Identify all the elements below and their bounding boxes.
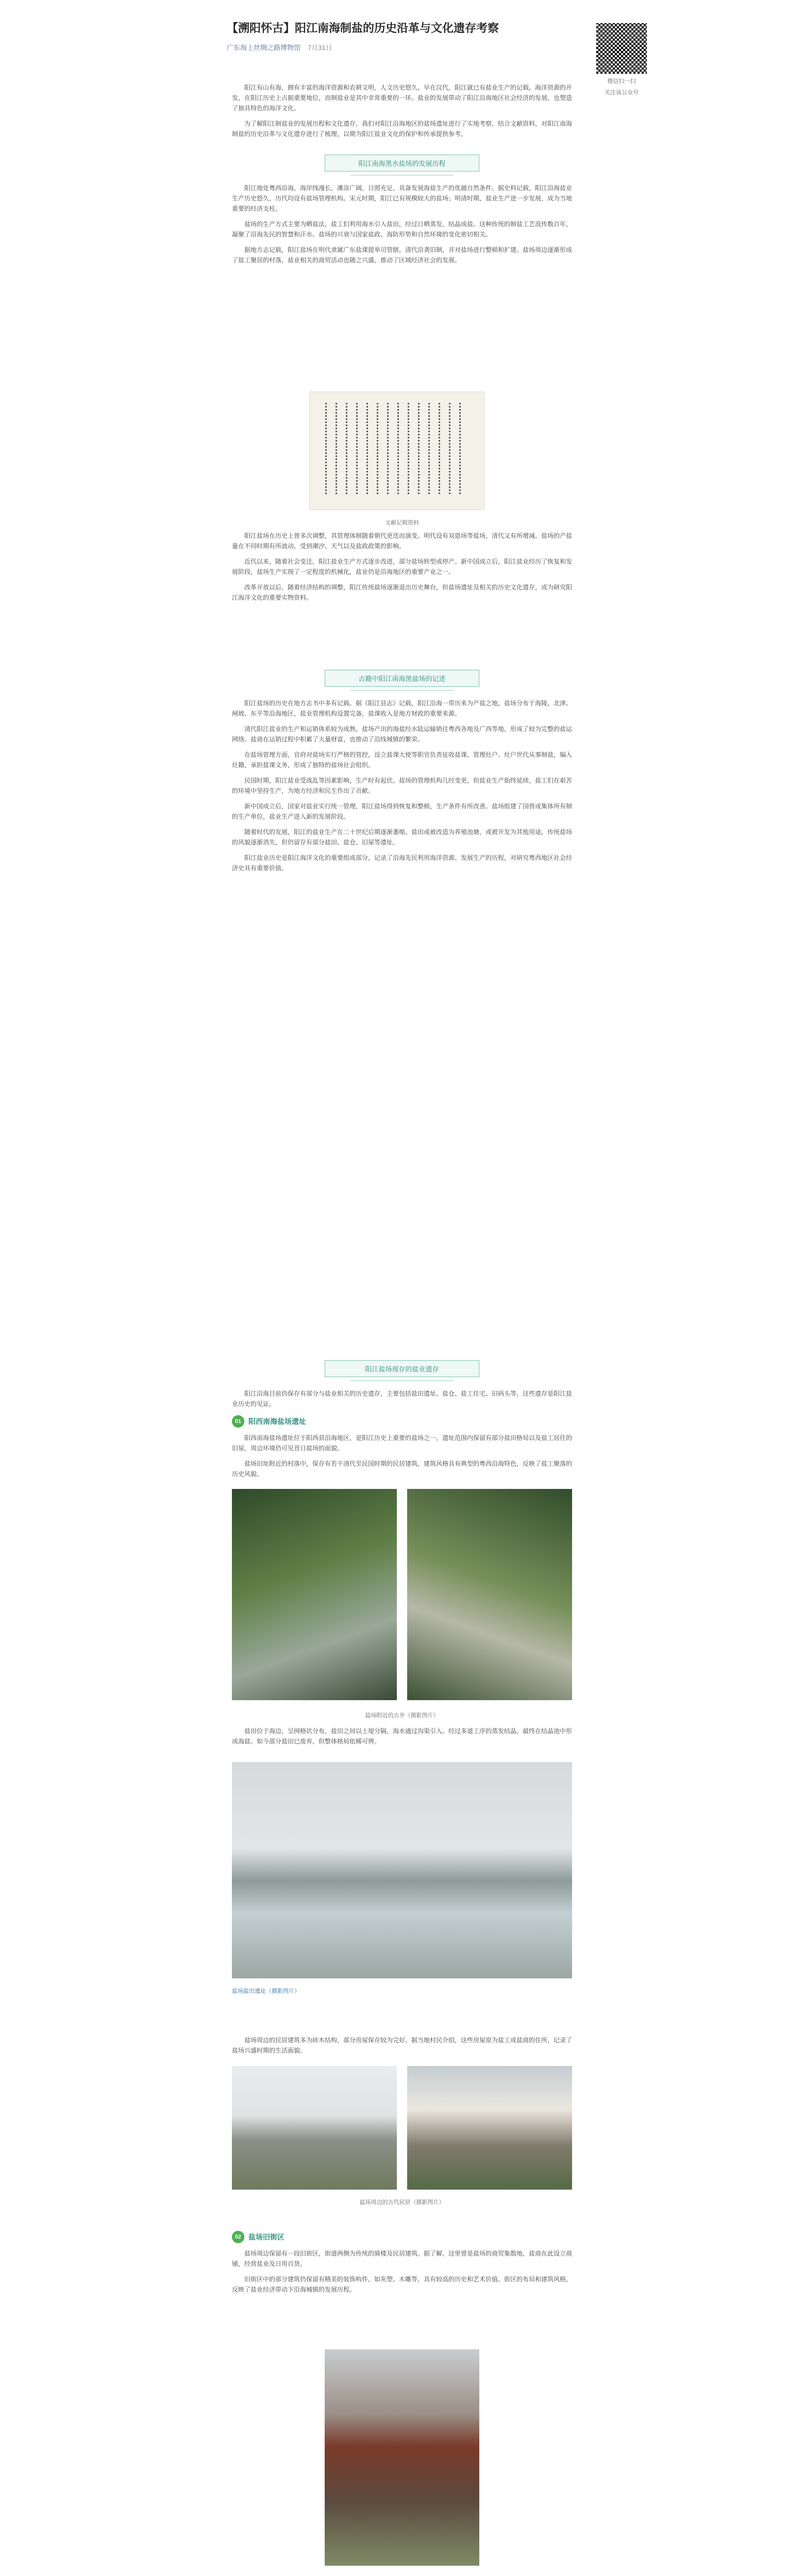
section-paragraph: 盐田位于海边，呈网格状分布，盐田之间以土堤分隔，海水通过沟渠引入。经过多道工序的蒸发结晶，最终在结晶池中形成海盐。如今部分盐田已废弃，但整体格局依稀可辨。 [232,1727,573,1745]
well-photo-left [232,1489,397,1700]
subsection-heading [232,1415,572,1428]
section-2 [232,670,572,878]
figure-caption: 文献记载资料 [385,520,419,526]
section-paragraph: 阳江盐业历史是阳江海洋文化的重要组成部分，记录了沿海先民利用海洋资源、发展生产的历程，对研究粤西地区社会经济史具有重要价值。 [232,854,573,872]
photo-caption: 盐场附近的古井（摄影图片） [365,1713,439,1719]
photo-caption-block [232,1708,572,1719]
account-name-link[interactable]: 广东海上丝绸之路博物馆 [227,44,301,52]
side-qr-panel [591,23,652,97]
subsection-title: 盐场旧街区 [248,2233,284,2241]
section-paragraph: 盐场的生产方式主要为晒盐法，盐工们利用海水引入盐田，经过日晒蒸发、结晶成盐。这种传统的制盐工艺流传数百年，凝聚了沿海先民的智慧和汗水。盐场的兴衰与国家盐政、海防形势和自然环境的变化密切相关。 [232,221,573,238]
gate-photo [325,2349,479,2566]
article-meta [227,42,577,52]
subsection-heading [232,2231,572,2243]
section-paragraph: 盐场旧址附近的村落中，保存有若干清代至民国时期的民居建筑，建筑风格具有典型的粤西沿海特色，反映了盐工聚落的历史风貌。 [232,1460,573,1478]
salt-field-photo [232,1762,572,1978]
section-paragraph: 据地方志记载，阳江盐场在明代隶属广东盐课提举司管辖，清代沿袭旧制，并对盐场进行整顿和扩建。盐场周边逐渐形成了盐工聚居的村落，盐业相关的商贸活动也随之兴盛，推动了区域经济社会的发展。 [232,246,573,264]
number-badge: 01 [232,1415,244,1428]
intro-block [232,82,572,144]
section-paragraph: 旧街区中的部分建筑仍保留有精美的装饰构件，如灰塑、木雕等，具有较高的历史和艺术价值。街区的布局和建筑风格，反映了盐业经济带动下沿海城镇的发展历程。 [232,2276,573,2293]
section-paragraph: 阳江盐场的历史在地方志书中多有记载。据《阳江县志》记载，阳江沿海一带历来为产盐之地，盐场分布于海陵、北津、闸坡、东平等沿海地区，盐业管理机构设置完备，盐课收入是地方财政的重要来源。 [232,700,573,717]
subsection-2 [232,2231,572,2300]
building-photo-right [407,2066,572,2190]
section-paragraph: 清代阳江盐业的生产和运销体系较为成熟，盐场产出的海盐经水陆运输销往粤西各地及广西等地，形成了较为完整的盐运网络。盐商在运销过程中积累了大量财富，也推动了沿线城镇的繁荣。 [232,725,573,743]
section-title: 阳江盐场现存的盐业遗存 [325,1360,479,1377]
section-paragraph: 民国时期，阳江盐业受战乱等因素影响，生产时有起伏。盐场的管理机构几经变更，但盐业生产始终延续，盐工们在艰苦的环境中坚持生产，为地方经济和民生作出了贡献。 [232,777,573,794]
after-salt-block [232,2035,572,2061]
section-paragraph: 阳江盐场在历史上曾多次调整，其管理体制随着朝代更迭而演变。明代设有双恩场等盐场，清代又有所增减。盐场的产盐量在不同时期有所波动，受到潮汐、天气以及盐政政策的影响。 [232,532,573,550]
publish-date: 7月31日 [308,44,332,52]
salt-caption-block [232,1984,572,1995]
qr-caption-1: 微信扫一扫 [607,78,636,84]
intro-paragraph: 为了解阳江制盐业的发展历程和文化遗存，我们对阳江沿海地区的盐场遗址进行了实地考察，结合文献资料，对阳江南海制盐的历史沿革与文化遗存进行了梳理，以期为阳江盐业文化的保护和传承提供参考。 [232,120,573,138]
article-header [227,21,577,52]
document-image [309,392,484,510]
section-paragraph: 盐场周边保留有一段旧街区，街道两侧为传统的骑楼及民居建筑。据了解，这里曾是盐场的商贸集散地，盐商在此设立商铺，经营盐业及日用百货。 [232,2250,573,2267]
figure-caption-block [232,515,572,527]
article-title: 【溯阳怀古】阳江南海制盐的历史沿革与文化遗存考察 [227,22,499,35]
section-paragraph: 改革开放以后，随着经济结构的调整，阳江传统盐场逐渐退出历史舞台，但盐场遗址及相关的历史文化遗存，成为研究阳江海洋文化的重要实物资料。 [232,584,573,601]
section-3 [232,1360,572,1484]
subsection-title: 阳西南海盐场遗址 [248,1417,306,1426]
section-paragraph: 阳西南海盐场遗址位于阳西县沿海地区，是阳江历史上重要的盐场之一。遗址范围内保留有部分盐田格局以及盐工居住的旧屋，周边环境仍可见昔日盐场的面貌。 [232,1434,573,1452]
section-paragraph: 阳江沿海目前仍保存有部分与盐业相关的历史遗存，主要包括盐田遗址、盐仓、盐工住宅、旧码头等，这些遗存是阳江盐业历史的见证。 [232,1390,573,1408]
section-1b [232,531,572,608]
intro-paragraph: 阳江有山有海，拥有丰富的海洋资源和农耕文明，人文历史悠久。早在汉代，阳江就已有盐业生产的记载。海洋资源的开发，在阳江历史上占据重要地位，而制盐业是其中非常重要的一环。盐业的发展带动了阳江沿海地区社会经济的发展，也塑造了独具特色的海洋文化。 [232,84,573,112]
building-caption-block [232,2195,572,2206]
section-paragraph: 盐场周边的民居建筑多为砖木结构，部分房屋保存较为完好。据当地村民介绍，这些房屋原为盐工或盐商的住所，记录了盐场兴盛时期的生活面貌。 [232,2037,573,2054]
building-photo-left [232,2066,397,2190]
number-badge: 02 [232,2231,244,2243]
qr-caption-2: 关注该公众号 [605,90,639,96]
section-title: 阳江南海黑水盐场的发展历程 [325,155,479,172]
section-paragraph: 新中国成立后，国家对盐业实行统一管理，阳江盐场得到恢复和整顿，生产条件有所改善。盐场组建了国营或集体所有制的生产单位，盐业生产进入新的发展阶段。 [232,803,573,820]
section-1 [232,155,572,270]
section-paragraph: 近代以来，随着社会变迁，阳江盐业生产方式逐步改进，部分盐场转型或停产。新中国成立后，阳江盐业经历了恢复和发展阶段，盐场生产实现了一定程度的机械化，盐业仍是沿海地区的重要产业之一。 [232,558,573,575]
section-paragraph: 阳江地处粤西沿海，海岸线漫长，滩涂广阔，日照充足，具备发展海盐生产的优越自然条件。据史料记载，阳江沿海盐业生产历史悠久，历代均设有盐场管理机构。宋元时期，阳江已有规模较大的盐场；明清时期，盐业生产进一步发展，成为当地重要的经济支柱。 [232,184,573,212]
section-paragraph: 随着时代的发展，阳江的盐业生产在二十世纪后期逐渐萎缩。盐田或被改造为养殖池塘，或被开发为其他用途，传统盐场的风貌逐渐消失，但仍留存有部分盐田、盐仓、旧屋等遗址。 [232,828,573,846]
well-photo-right [407,1489,572,1700]
section-paragraph: 在盐场管理方面，官府对盐场实行严格的管控，设立盐课大使等职官负责征收盐课、管理灶户。灶户世代从事制盐，编入灶籍，承担盐课义务，形成了独特的盐场社会组织。 [232,751,573,769]
after-photo-block [232,1726,572,1752]
salt-caption: 盐场盐田遗址（摄影图片） [232,1988,300,1994]
gate-caption-block [232,2573,572,2576]
building-caption: 盐场周边的古代民居（摄影图片） [359,2199,445,2206]
section-title: 古籍中阳江南海黑盐场的记述 [325,670,479,687]
qr-code-icon[interactable] [596,23,647,74]
